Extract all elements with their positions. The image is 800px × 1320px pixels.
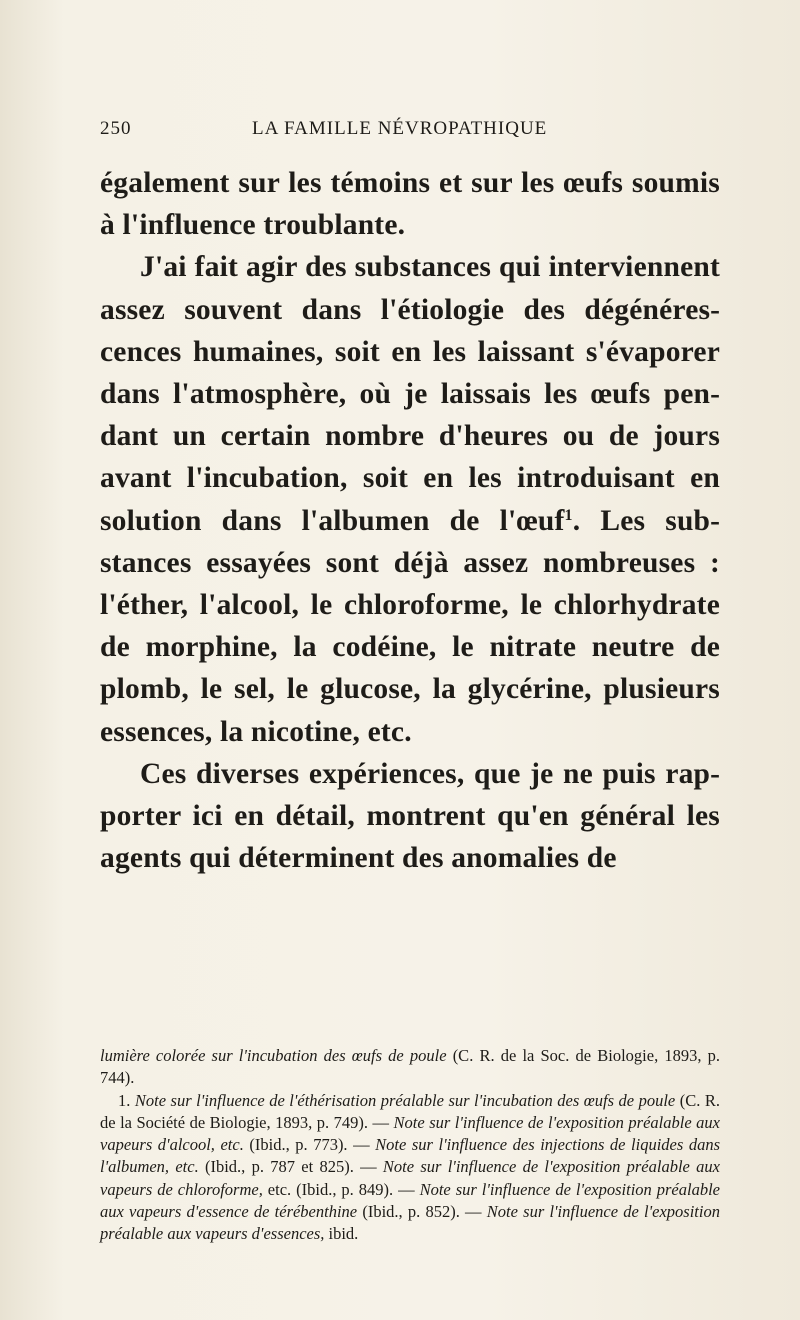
footnote-1-title-c: Note sur l'influence des injections de liquides dans l'albumen, etc. bbox=[100, 1135, 720, 1177]
footnote-1-title-e: Note sur l'influence de l'exposition préalable aux vapeurs d'essence de térébenthine bbox=[100, 1179, 720, 1222]
footnote-ref-1: 1 bbox=[564, 506, 573, 524]
footnote-1-ref-d: etc. (Ibid., p. 849). — bbox=[262, 1179, 420, 1199]
footnote-1-ref-f: ibid. bbox=[324, 1224, 359, 1244]
footnote-1-ref-b: (Ibid., p. 773). — bbox=[243, 1135, 376, 1155]
footnote-1-title-d: Note sur l'influence de l'exposition préalable aux vapeurs de chloroforme, bbox=[100, 1157, 720, 1199]
footnote-1-ref-c: (Ibid., p. 787 et 825). — bbox=[198, 1157, 383, 1177]
footnote-1-number: 1. bbox=[118, 1090, 135, 1110]
footnote-continuation bbox=[100, 1045, 720, 1090]
footnotes bbox=[100, 1045, 720, 1246]
footnote-1-ref-e: (Ibid., p. 852). — bbox=[357, 1202, 487, 1222]
footnote-cont-title: lumière colorée sur l'incubation des œufs de poule bbox=[100, 1046, 447, 1065]
body-text bbox=[100, 162, 720, 879]
footnote-1-title-b: Note sur l'influence de l'exposition préalable aux vapeurs d'alcool, etc. bbox=[100, 1112, 720, 1155]
footnote-1 bbox=[100, 1090, 720, 1246]
footnote-1-title-a: Note sur l'influence de l'éthérisation préalable sur l'incubation des œufs de poule bbox=[134, 1090, 676, 1110]
paragraph-1 bbox=[100, 162, 720, 246]
paragraph-2-text-b: . Les substances essayées sont déjà assez nombreuses : l'éther, l'alcool, le chloroforme, le chlorhydrate de morphine, la codéine, le nitrate neutre de plomb, le sel, le glucose, la glycérine, plusieurs essences, la nicotine, etc. bbox=[100, 504, 720, 748]
page-number: 250 bbox=[100, 118, 132, 139]
footnote-1-title-f: Note sur l'influence de l'exposition préalable aux vapeurs d'essences, bbox=[100, 1202, 720, 1244]
footnote-cont-ref: (C. R. de la Soc. de Biologie, 1893, p. 744). bbox=[100, 1046, 720, 1088]
footnote-1-ref-a: (C. R. de la Société de Biologie, 1893, p. 749). — bbox=[100, 1090, 720, 1132]
paragraph-1-text: également sur les témoins et sur les œufs soumis à l'influence troublante. bbox=[100, 167, 720, 242]
paragraph-2 bbox=[100, 246, 720, 752]
paragraph-3 bbox=[100, 753, 720, 880]
paragraph-2-text-a: J'ai fait agir des substances qui interviennent assez souvent dans l'étiologie des dégénérescences humaines, soit en les laissant s'évaporer dans l'atmosphère, où je laissais les œufs pendant un certain nombre d'heures ou de jours avant l'incubation, soit en les introduisant en solution dans l'albumen de l'œuf bbox=[100, 251, 720, 537]
running-title: LA FAMILLE NÉVROPATHIQUE bbox=[252, 118, 548, 139]
running-head bbox=[100, 118, 720, 148]
paragraph-3-text: Ces diverses expériences, que je ne puis rapporter ici en détail, montrent qu'en général les agents qui déterminent des anomalies de bbox=[100, 757, 720, 875]
